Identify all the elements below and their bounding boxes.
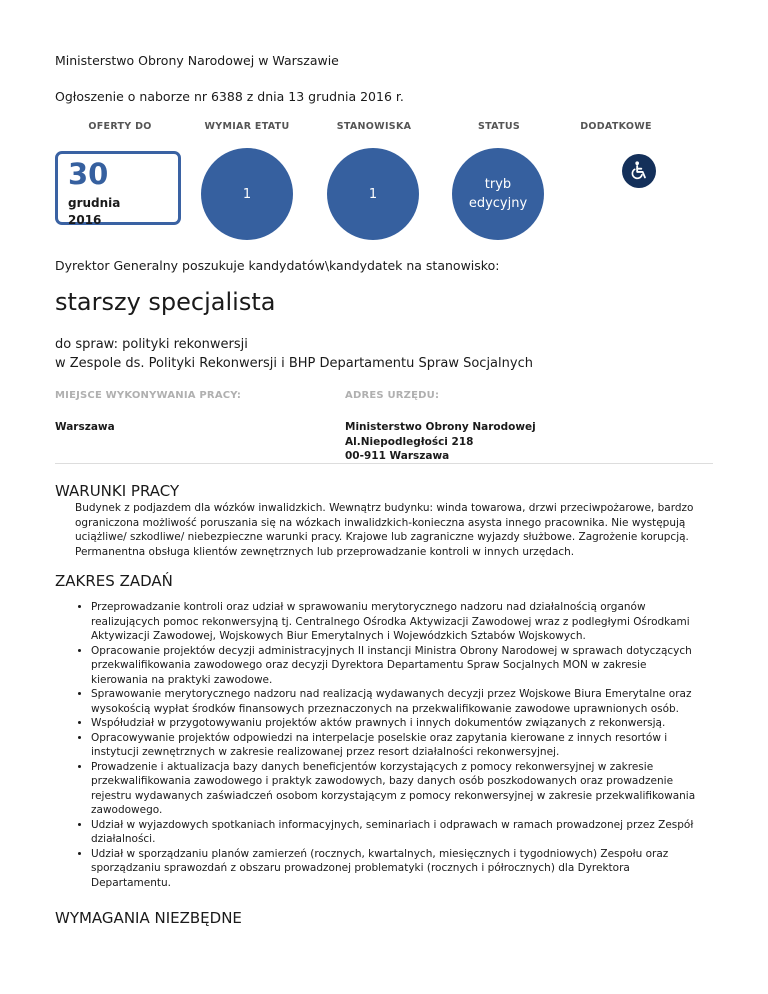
position-title: starszy specjalista: [55, 288, 276, 316]
list-item: • Prowadzenie i aktualizacja bazy danych beneficjentów korzystających z pomocy rekonwersyjnej w zakresie przekwalifikowania zawodowego i praktyk zawodowych, bazy danych osób poszkodowanych oraz prowadzenie rejestru wydawanych zaświadczeń osobom korzystającym z pomocy rekonwersyjnej w zakresie przekwalifikowania zawodowego.: [91, 760, 705, 818]
status-circle: [452, 148, 544, 240]
positions-header: STANOWISKA: [336, 121, 412, 132]
wheelchair-icon: [622, 154, 656, 188]
seeking-text: Dyrektor Generalny poszukuje kandydatów\kandydatek na stanowisko:: [55, 258, 500, 273]
positions-circle: [327, 148, 419, 240]
workplace-label: MIEJSCE WYKONYWANIA PRACY:: [55, 390, 242, 401]
office-street: Al.Niepodległości 218: [345, 435, 474, 448]
position-duties: [55, 335, 533, 373]
deadline-month: grudnia: [68, 196, 121, 210]
conditions-title: WARUNKI PRACY: [55, 482, 180, 500]
status-header: STATUS: [477, 121, 521, 132]
institution-name: Ministerstwo Obrony Narodowej w Warszawie: [55, 53, 339, 68]
deadline-box: [55, 151, 181, 225]
employment-header: WYMIAR ETATU: [204, 121, 290, 132]
list-item: • Opracowanie projektów decyzji administracyjnych II instancji Ministra Obrony Narodowej w sprawach dotyczących przekwalifikowania zawodowego oraz decyzji Dyrektora Departamentu Spraw Socjalnych MON w zakresie kierowania na praktyki zawodowe.: [91, 644, 705, 688]
deadline-year: 2016: [68, 213, 102, 227]
list-item: • Udział w sporządzaniu planów zamierzeń (rocznych, kwartalnych, miesięcznych i tygodniowych) Zespołu oraz sporządzaniu sprawozdań z obszaru prowadzonej problematyki (rocznych i półrocznych) dla Dyrektora Departamentu.: [91, 847, 705, 891]
requirements-title: WYMAGANIA NIEZBĘDNE: [55, 909, 242, 927]
positions-value: 1: [368, 186, 378, 202]
tasks-title: ZAKRES ZADAŃ: [55, 572, 173, 590]
employment-value: 1: [242, 186, 252, 202]
announcement-number: Ogłoszenie o naborze nr 6388 z dnia 13 grudnia 2016 r.: [55, 89, 404, 104]
duty-area: do spraw: polityki rekonwersji: [55, 337, 248, 352]
tasks-list: [75, 600, 705, 890]
list-item: • Udział w wyjazdowych spotkaniach informacyjnych, seminariach i odprawach w ramach prowadzonej przez Zespół działalności.: [91, 818, 705, 847]
additional-header: DODATKOWE: [580, 121, 652, 132]
office-address-label: ADRES URZĘDU:: [345, 390, 440, 401]
list-item: • Sprawowanie merytorycznego nadzoru nad realizacją wydawanych decyzji przez Wojskowe Biura Emerytalne oraz wysokością wypłat środków finansowych przeznaczonych na przekwalifikowanie zawodowe uprawnionych osób.: [91, 687, 705, 716]
office-city: 00-911 Warszawa: [345, 450, 450, 462]
offers-until-header: OFERTY DO: [88, 121, 152, 132]
section-divider: [55, 463, 713, 464]
office-name: Ministerstwo Obrony Narodowej: [345, 421, 536, 433]
duty-department: w Zespole ds. Polityki Rekonwersji i BHP Departamentu Spraw Socjalnych: [55, 356, 533, 371]
office-address: [345, 420, 536, 464]
employment-circle: [201, 148, 293, 240]
deadline-month-year: [68, 195, 120, 229]
conditions-text: Budynek z podjazdem dla wózków inwalidzkich. Wewnątrz budynku: winda towarowa, drzwi przeciwpożarowe, bardzo ograniczona możliwość poruszania się na wózkach inwalidzkich-konieczna asysta innego pracownika. Nie występują uciążliwe/ szkodliwe/ niebezpieczne warunki pracy. Krajowe lub zagraniczne wyjazdy służbowe. Zagrożenie korupcją. Permanentna obsługa klientów zewnętrznych lub przeprowadzanie kontroli w innych urzędach.: [75, 502, 694, 558]
deadline-day: 30: [68, 157, 109, 191]
list-item: • Opracowywanie projektów odpowiedzi na interpelacje poselskie oraz zapytania kierowane z innych resortów i instytucji zewnętrznych w zakresie realizowanej przez resort działalności rekonwersyjnej.: [91, 731, 705, 760]
list-item: • Współudział w przygotowywaniu projektów aktów prawnych i innych dokumentów związanych z rekonwersją.: [91, 716, 705, 731]
list-item: • Przeprowadzanie kontroli oraz udział w sprawowaniu merytorycznego nadzoru nad działalnością organów realizujących pomoc rekonwersyjną tj. Centralnego Ośrodka Aktywizacji Zawodowej wraz z podległymi Ośrodkami Aktywizacji Zawodowej, Wojskowych Biur Emerytalnych i Wojewódzkich Sztabów Wojskowych.: [91, 600, 705, 644]
status-line-2: edycyjny: [468, 196, 528, 211]
status-line-1: tryb: [484, 177, 512, 192]
workplace-value: Warszawa: [55, 421, 115, 433]
